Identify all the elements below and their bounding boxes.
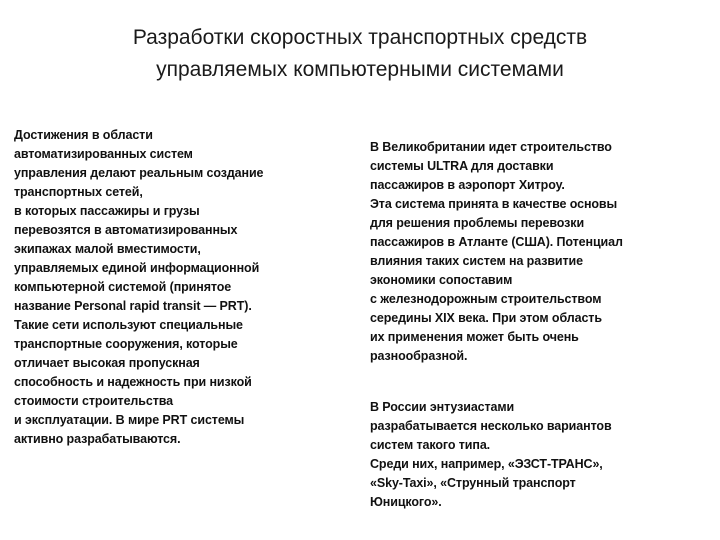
text-line: разрабатывается несколько вариантов bbox=[370, 419, 612, 433]
right-bottom-text-block bbox=[370, 398, 700, 512]
text-line: системы ULTRA для доставки bbox=[370, 159, 554, 173]
text-line: «Sky-Taxi», «Струнный транспорт bbox=[370, 476, 576, 490]
text-line: Эта система принята в качестве основы bbox=[370, 197, 618, 211]
title-line-2: управляемых компьютерными системами bbox=[156, 58, 564, 81]
text-line: экономики сопоставим bbox=[370, 273, 513, 287]
text-line: название Personal rapid transit — PRT). bbox=[14, 299, 252, 313]
text-line: способность и надежность при низкой bbox=[14, 375, 252, 389]
text-line: их применения может быть очень bbox=[370, 330, 579, 344]
text-line: активно разрабатываются. bbox=[14, 432, 181, 446]
text-line: перевозятся в автоматизированных bbox=[14, 223, 238, 237]
text-line: В Великобритании идет строительство bbox=[370, 140, 612, 154]
text-line: систем такого типа. bbox=[370, 438, 491, 452]
text-line: пассажиров в аэропорт Хитроу. bbox=[370, 178, 565, 192]
slide-title bbox=[60, 22, 660, 86]
text-line: разнообразной. bbox=[370, 349, 468, 363]
text-line: автоматизированных систем bbox=[14, 147, 193, 161]
text-line: управления делают реальным создание bbox=[14, 166, 264, 180]
text-line: для решения проблемы перевозки bbox=[370, 216, 585, 230]
text-line: пассажиров в Атланте (США). Потенциал bbox=[370, 235, 623, 249]
text-line: В России энтузиастами bbox=[370, 400, 515, 414]
text-line: с железнодорожным строительством bbox=[370, 292, 602, 306]
text-line: середины XIX века. При этом область bbox=[370, 311, 602, 325]
text-line: и эксплуатации. В мире PRT системы bbox=[14, 413, 245, 427]
text-line: Достижения в области bbox=[14, 128, 153, 142]
text-line: управляемых единой информационной bbox=[14, 261, 260, 275]
text-line: Среди них, например, «ЭЗСТ-ТРАНС», bbox=[370, 457, 603, 471]
left-text-column bbox=[14, 126, 334, 449]
text-line: транспортных сетей, bbox=[14, 185, 143, 199]
text-line: влияния таких систем на развитие bbox=[370, 254, 583, 268]
text-line: транспортные сооружения, которые bbox=[14, 337, 238, 351]
text-line: Юницкого». bbox=[370, 495, 442, 509]
text-line: отличает высокая пропускная bbox=[14, 356, 200, 370]
title-line-1: Разработки скоростных транспортных средств bbox=[132, 26, 588, 49]
text-line: стоимости строительства bbox=[14, 394, 173, 408]
text-line: компьютерной системой (принятое bbox=[14, 280, 232, 294]
text-line: Такие сети используют специальные bbox=[14, 318, 243, 332]
text-line: в которых пассажиры и грузы bbox=[14, 204, 200, 218]
right-top-text-block bbox=[370, 138, 700, 366]
text-line: экипажах малой вместимости, bbox=[14, 242, 201, 256]
